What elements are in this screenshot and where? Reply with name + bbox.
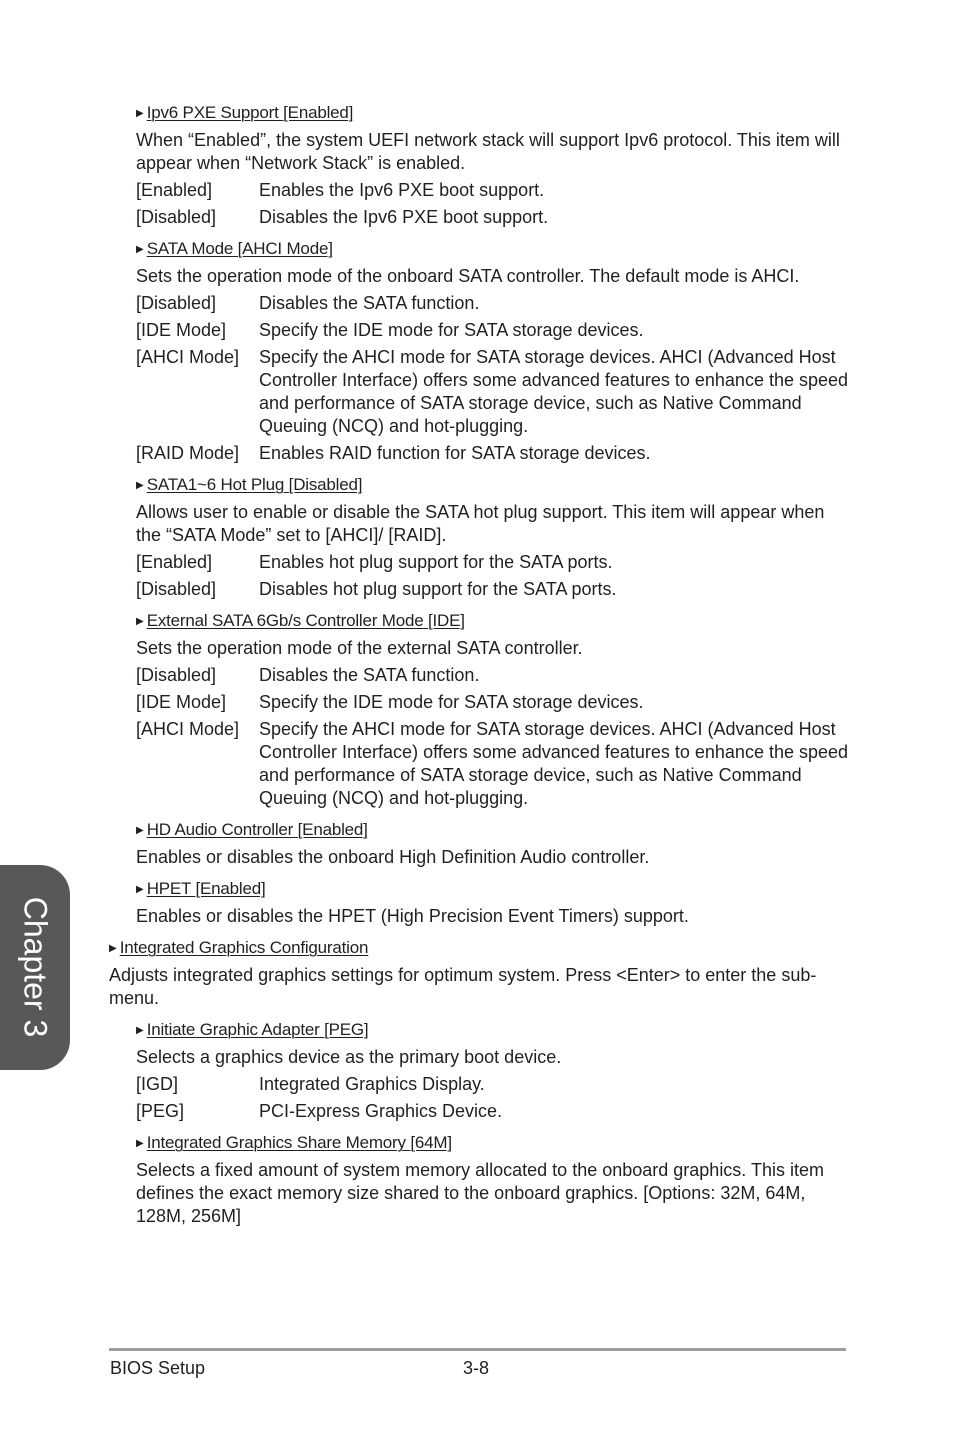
- option-key: [IGD]: [136, 1074, 179, 1094]
- setting-description: Sets the operation mode of the external SATA controller.: [136, 638, 583, 658]
- option-row: [136, 718, 854, 810]
- setting-section: [0, 239, 954, 465]
- setting-title-text: Ipv6 PXE Support [Enabled]: [146, 103, 354, 122]
- setting-section: [0, 611, 954, 810]
- option-row: [136, 292, 854, 315]
- triangle-right-icon: ▶: [109, 943, 117, 954]
- option-list: [136, 1073, 854, 1123]
- option-description: Enables RAID function for SATA storage devices.: [259, 443, 651, 463]
- setting-title: [136, 239, 854, 260]
- triangle-right-icon: ▶: [136, 616, 144, 627]
- setting-section: [0, 879, 954, 928]
- setting-description: When “Enabled”, the system UEFI network stack will support Ipv6 protocol. This item will appear when “Network Stack” is enabled.: [136, 130, 840, 173]
- option-row: [136, 1073, 854, 1096]
- option-description: Disables the SATA function.: [259, 293, 480, 313]
- setting-title-text: External SATA 6Gb/s Controller Mode [IDE]: [146, 611, 465, 630]
- option-row: [136, 206, 854, 229]
- setting-title: [136, 103, 854, 124]
- triangle-right-icon: ▶: [136, 108, 144, 119]
- option-key: [PEG]: [136, 1101, 185, 1121]
- setting-title-text: Integrated Graphics Share Memory [64M]: [146, 1133, 452, 1152]
- section-gap: [0, 1228, 954, 1238]
- option-description: Specify the AHCI mode for SATA storage devices. AHCI (Advanced Host Controller Interface) offers some advanced features to enhance the speed and performance of SATA storage device, such as Native Command Queuing (NCQ) and hot-plugging.: [259, 347, 849, 436]
- option-key: [AHCI Mode]: [136, 347, 240, 367]
- section-gap: [0, 1123, 954, 1133]
- setting-section: [0, 1133, 954, 1228]
- setting-title: [109, 938, 854, 959]
- option-description: Specify the IDE mode for SATA storage devices.: [259, 320, 644, 340]
- triangle-right-icon: ▶: [136, 244, 144, 255]
- option-key: [Disabled]: [136, 665, 217, 685]
- triangle-right-icon: ▶: [136, 884, 144, 895]
- setting-title: [136, 820, 854, 841]
- manual-content: [0, 103, 954, 1238]
- option-list: [136, 551, 854, 601]
- setting-section: [0, 103, 954, 229]
- option-description: Enables the Ipv6 PXE boot support.: [259, 180, 545, 200]
- option-description: PCI-Express Graphics Device.: [259, 1101, 503, 1121]
- option-row: [136, 346, 854, 438]
- setting-title-text: SATA1~6 Hot Plug [Disabled]: [146, 475, 363, 494]
- setting-description: Selects a fixed amount of system memory allocated to the onboard graphics. This item defines the exact memory size shared to the onboard graphics. [Options: 32M, 64M, 128M, 256M]: [136, 1160, 824, 1226]
- option-list: [136, 664, 854, 810]
- option-key: [Disabled]: [136, 293, 217, 313]
- option-row: [136, 664, 854, 687]
- setting-title: [136, 879, 854, 900]
- option-key: [Enabled]: [136, 180, 213, 200]
- option-description: Disables the Ipv6 PXE boot support.: [259, 207, 549, 227]
- option-description: Disables the SATA function.: [259, 665, 480, 685]
- option-key: [Disabled]: [136, 207, 217, 227]
- setting-title: [136, 1133, 854, 1154]
- footer-divider: [109, 1348, 846, 1351]
- chapter-tab-label: Chapter 3: [17, 896, 54, 1038]
- option-row: [136, 551, 854, 574]
- setting-title: [136, 1020, 854, 1041]
- footer-page-number: 3-8: [463, 1358, 490, 1378]
- setting-description: Enables or disables the onboard High Definition Audio controller.: [136, 847, 650, 867]
- setting-description: Allows user to enable or disable the SATA hot plug support. This item will appear when the “SATA Mode” set to [AHCI]/ [RAID].: [136, 502, 825, 545]
- section-gap: [0, 1010, 954, 1020]
- option-row: [136, 691, 854, 714]
- setting-title-text: Initiate Graphic Adapter [PEG]: [146, 1020, 369, 1039]
- option-description: Specify the AHCI mode for SATA storage devices. AHCI (Advanced Host Controller Interface) offers some advanced features to enhance the speed and performance of SATA storage device, such as Native Command Queuing (NCQ) and hot-plugging.: [259, 719, 849, 808]
- setting-description: Selects a graphics device as the primary boot device.: [136, 1047, 562, 1067]
- chapter-tab: [0, 865, 70, 1070]
- option-row: [136, 319, 854, 342]
- setting-title: [136, 475, 854, 496]
- option-row: [136, 442, 854, 465]
- setting-section: [0, 475, 954, 601]
- option-row: [136, 578, 854, 601]
- triangle-right-icon: ▶: [136, 1025, 144, 1036]
- setting-section: [0, 820, 954, 869]
- footer-section-name: BIOS Setup: [110, 1358, 206, 1378]
- setting-description: Adjusts integrated graphics settings for optimum system. Press <Enter> to enter the sub-menu.: [109, 965, 817, 1008]
- section-gap: [0, 869, 954, 879]
- option-row: [136, 1100, 854, 1123]
- setting-title-text: SATA Mode [AHCI Mode]: [146, 239, 333, 258]
- option-key: [Disabled]: [136, 579, 217, 599]
- section-gap: [0, 601, 954, 611]
- setting-section: [0, 938, 954, 1010]
- setting-title: [136, 611, 854, 632]
- option-list: [136, 179, 854, 229]
- setting-description: Enables or disables the HPET (High Precision Event Timers) support.: [136, 906, 689, 926]
- option-description: Specify the IDE mode for SATA storage devices.: [259, 692, 644, 712]
- triangle-right-icon: ▶: [136, 1138, 144, 1149]
- section-gap: [0, 928, 954, 938]
- setting-title-text: Integrated Graphics Configuration: [119, 938, 369, 957]
- option-key: [RAID Mode]: [136, 443, 240, 463]
- triangle-right-icon: ▶: [136, 480, 144, 491]
- option-description: Enables hot plug support for the SATA ports.: [259, 552, 613, 572]
- section-gap: [0, 229, 954, 239]
- setting-section: [0, 1020, 954, 1123]
- option-list: [136, 292, 854, 465]
- option-description: Disables hot plug support for the SATA ports.: [259, 579, 617, 599]
- section-gap: [0, 465, 954, 475]
- option-key: [IDE Mode]: [136, 692, 227, 712]
- option-key: [AHCI Mode]: [136, 719, 240, 739]
- section-gap: [0, 810, 954, 820]
- setting-description: Sets the operation mode of the onboard SATA controller. The default mode is AHCI.: [136, 266, 800, 286]
- setting-title-text: HPET [Enabled]: [146, 879, 266, 898]
- option-key: [Enabled]: [136, 552, 213, 572]
- option-key: [IDE Mode]: [136, 320, 227, 340]
- triangle-right-icon: ▶: [136, 825, 144, 836]
- setting-title-text: HD Audio Controller [Enabled]: [146, 820, 368, 839]
- option-row: [136, 179, 854, 202]
- option-description: Integrated Graphics Display.: [259, 1074, 485, 1094]
